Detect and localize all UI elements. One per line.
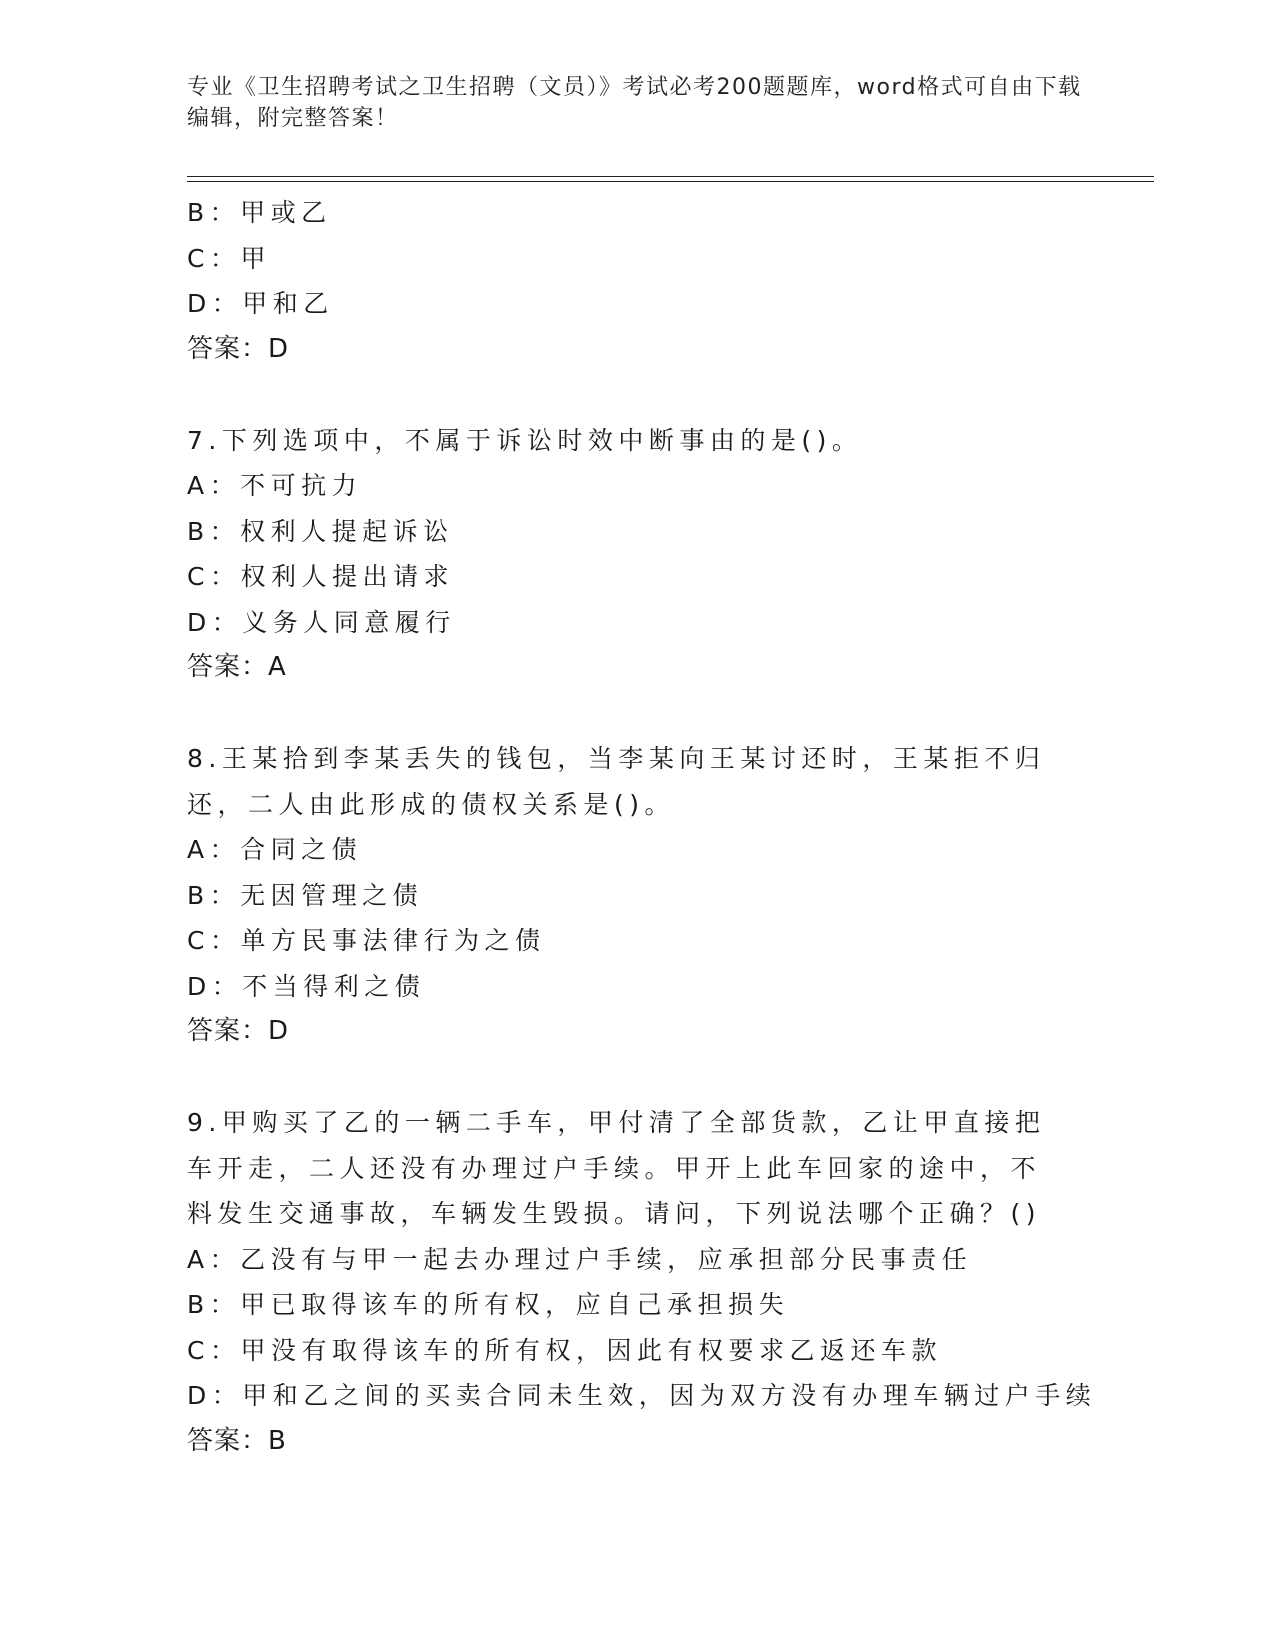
answer-line: 答案：A	[187, 652, 287, 682]
option-c: C：权利人提出请求	[187, 562, 454, 591]
answer-line: 答案：B	[187, 1425, 287, 1456]
question-text: 9.甲购买了乙的一辆二手车，甲付清了全部货款，乙让甲直接把车开走，二人还没有办理过户手续。甲开上此车回家的途中，不料发生交通事故，车辆发生毁损。请问，下列说法哪个正确？()	[187, 1108, 1046, 1228]
question-text: 8.王某拾到李某丢失的钱包，当李某向王某讨还时，王某拒不归还，二人由此形成的债权关系是()。	[187, 744, 1046, 819]
header-rule-bottom	[187, 181, 1154, 182]
answer-line: 答案：D	[187, 333, 290, 364]
question-block-7	[187, 418, 1087, 691]
document-body	[187, 190, 1097, 1464]
option-d: D：甲和乙	[187, 289, 334, 318]
option-a: A：乙没有与甲一起去办理过户手续，应承担部分民事责任	[187, 1244, 973, 1274]
option-d: D：不当得利之债	[187, 971, 426, 1001]
spacer	[187, 1055, 1087, 1101]
header-rule-top	[187, 176, 1154, 177]
document-header: 专业《卫生招聘考试之卫生招聘（文员）》考试必考200题题库，word格式可自由下载编辑，附完整答案！	[187, 75, 1082, 131]
option-b: B：无因管理之债	[187, 880, 424, 910]
option-b: B：甲已取得该车的所有权，应自己承担损失	[187, 1290, 790, 1319]
question-block-6-partial	[187, 190, 1087, 372]
spacer	[187, 691, 1087, 737]
option-c: C：单方民事法律行为之债	[187, 926, 546, 955]
option-a: A：合同之债	[187, 835, 363, 864]
question-block-8	[187, 736, 1087, 1055]
option-a: A：不可抗力	[187, 471, 363, 500]
spacer	[187, 372, 1087, 418]
answer-line: 答案：D	[187, 1016, 290, 1046]
question-block-9	[187, 1100, 1097, 1464]
option-b: B：甲或乙	[187, 198, 332, 227]
question-text: 7.下列选项中，不属于诉讼时效中断事由的是()。	[187, 425, 863, 455]
option-b: B：权利人提起诉讼	[187, 516, 454, 546]
option-d: D：义务人同意履行	[187, 607, 456, 637]
option-c: C：甲	[187, 243, 271, 273]
option-c: C：甲没有取得该车的所有权，因此有权要求乙返还车款	[187, 1335, 942, 1365]
option-d: D：甲和乙之间的买卖合同未生效，因为双方没有办理车辆过户手续	[187, 1381, 1097, 1410]
